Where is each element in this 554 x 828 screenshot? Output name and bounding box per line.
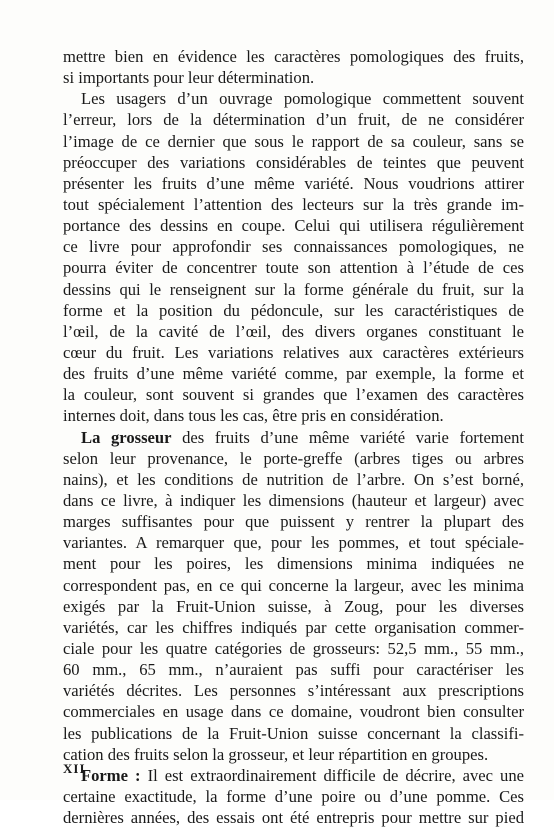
page-number: XII [63, 761, 86, 776]
text-line: l’œil, de la cavité de l’œil, des divers organes constituant le [63, 321, 524, 341]
text-line: ment pour les poires, les dimensions minima indiquées ne [63, 554, 524, 574]
text-line [63, 427, 524, 448]
text-line: certaine exactitude, la forme d’une poire ou d’une pomme. Ces [63, 786, 524, 806]
text-line: des fruits d’une même variété comme, par exemple, la forme et [63, 364, 524, 384]
text-line: variétés décrites. Les personnes s’intéressant aux prescriptions [63, 681, 524, 701]
paragraph-1 [63, 46, 524, 88]
text-line: 60 mm., 65 mm., n’auraient pas suffi pour caractériser les [63, 660, 524, 680]
section-lead-forme: Forme : [81, 765, 141, 785]
section-lead-grosseur: La grosseur [81, 427, 172, 447]
text-line: dans ce livre, à indiquer les dimensions (hauteur et largeur) avec [63, 490, 524, 510]
text-line: marges suffisantes pour que puissent y rentrer la plupart des [63, 512, 524, 532]
text-line: dernières années, des essais ont été entrepris pour mettre sur pied [63, 808, 524, 828]
text-line [63, 765, 524, 786]
text-line: la couleur, sont souvent si grandes que l’examen des caractères [63, 385, 524, 405]
text-line: nains), et les conditions de nutrition de l’arbre. On s’est borné, [63, 469, 524, 489]
text-line: ce livre pour approfondir ses connaissances pomologiques, ne [63, 237, 524, 257]
text-line: Les usagers d’un ouvrage pomologique commettent souvent [81, 89, 524, 109]
text-line: selon leur provenance, le porte-greffe (arbres tiges ou arbres [63, 448, 524, 468]
text-line: préoccuper des variations considérables de teintes que peuvent [63, 152, 524, 172]
text-line: l’image de ce dernier que sous le rapport de sa couleur, sans se [63, 131, 524, 151]
text-line: si importants pour leur détermination. [63, 68, 315, 88]
text-line: correspondent pas, en ce qui concerne la largeur, avec les minima [63, 575, 524, 595]
text-line: l’erreur, lors de la détermination d’un fruit, de ne considérer [63, 110, 524, 130]
line-text: Il est extraordinairement difficile de décrire, avec une [140, 765, 524, 785]
text-line: tout spécialement l’attention des lecteurs sur la très grande im- [63, 194, 524, 214]
body-text [63, 46, 524, 828]
text-line: portance des dessins en coupe. Celui qui utilisera régulièrement [63, 216, 524, 236]
paragraph-2 [63, 88, 524, 426]
text-line: pourra éviter de concentrer toute son attention à l’étude de ces [63, 258, 524, 278]
text-line: présenter les fruits d’une même variété. Nous voudrions attirer [63, 173, 524, 193]
paragraph-forme [63, 765, 524, 828]
text-line: cation des fruits selon la grosseur, et leur répartition en groupes. [63, 744, 489, 764]
text-line: cœur du fruit. Les variations relatives aux caractères extérieurs [63, 342, 524, 362]
text-line: les publications de la Fruit-Union suisse concernant la classifi- [63, 723, 524, 743]
text-line: variétés, car les chiffres indiqués par cette organisation commer- [63, 617, 524, 637]
paragraph-grosseur [63, 427, 524, 765]
text-line: forme et la position du pédoncule, sur les caractéristiques de [63, 300, 524, 320]
text-line: variantes. A remarquer que, pour les pommes, et tout spéciale- [63, 533, 524, 553]
text-line: mettre bien en évidence les caractères pomologiques des fruits, [63, 47, 524, 66]
text-line: internes doit, dans tous les cas, être pris en considération. [63, 406, 444, 426]
text-line: dessins qui le renseignent sur la forme générale du fruit, sur la [63, 279, 524, 299]
text-line: commerciales en usage dans ce domaine, voudront bien consulter [63, 702, 524, 722]
line-text: des fruits d’une même variété varie fortement [171, 427, 524, 447]
text-line: ciale pour les quatre catégories de grosseurs: 52,5 mm., 55 mm., [63, 638, 524, 658]
text-line: exigés par la Fruit-Union suisse, à Zoug, pour les diverses [63, 596, 524, 616]
